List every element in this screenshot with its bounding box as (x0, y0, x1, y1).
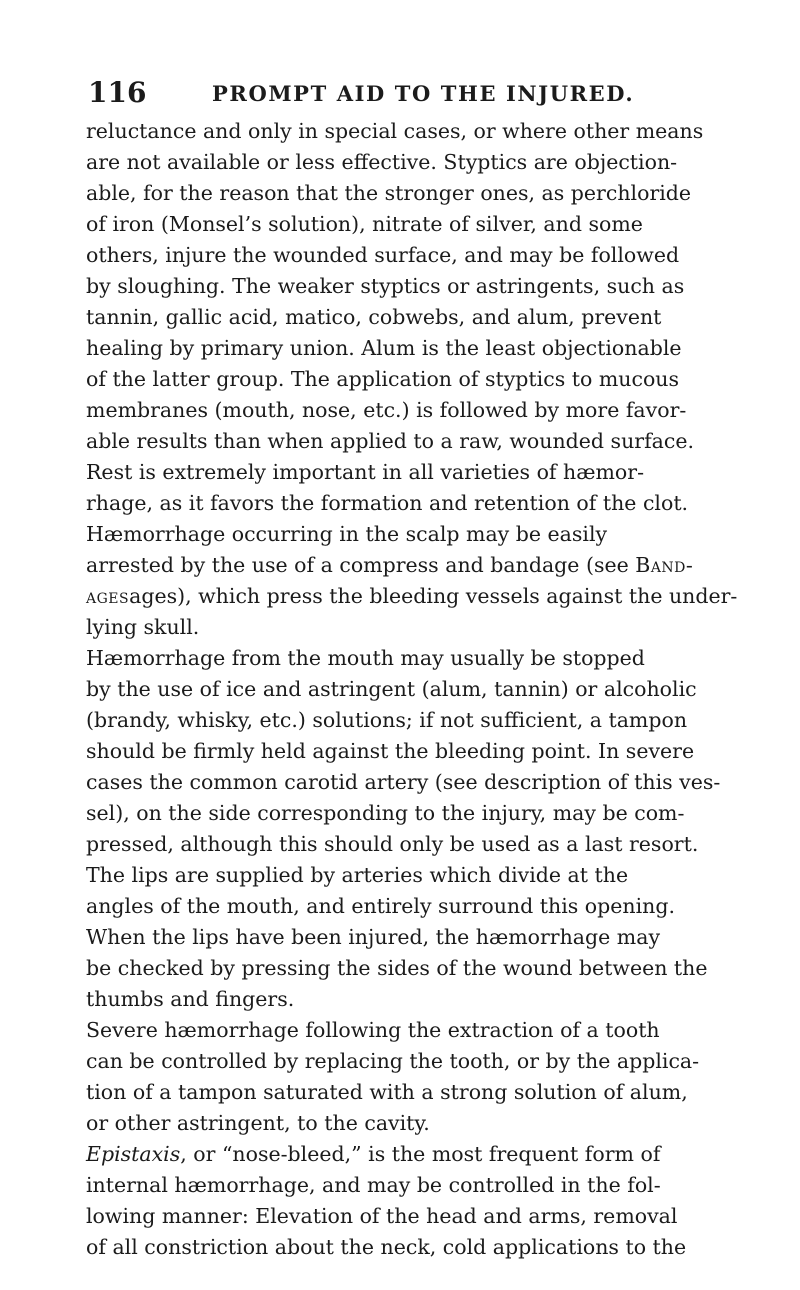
text-line: healing by primary union. Alum is the least objectionable (86, 336, 682, 360)
page-number: 116 (88, 76, 147, 109)
text-line (86, 581, 786, 612)
text-line: or other astringent, to the cavity. (86, 1111, 430, 1135)
italic-term: Epistaxis (86, 1142, 181, 1166)
text-line: internal hæmorrhage, and may be controlled in the fol- (86, 1173, 661, 1197)
text-line: Severe hæmorrhage following the extraction of a tooth (86, 1018, 660, 1042)
page-header (88, 78, 788, 108)
body-text (86, 116, 786, 1263)
running-head: PROMPT AID TO THE INJURED. (212, 81, 635, 106)
text-line: able results than when applied to a raw, wounded surface. (86, 429, 695, 453)
text-line: can be controlled by replacing the tooth, or by the applica- (86, 1049, 700, 1073)
text-line: by the use of ice and astringent (alum, tannin) or alcoholic (86, 677, 697, 701)
text-line: of all constriction about the neck, cold applications to the (86, 1235, 687, 1259)
text-line: lying skull. (86, 615, 200, 639)
text-line: pressed, although this should only be used as a last resort. (86, 832, 699, 856)
text-line: (brandy, whisky, etc.) solutions; if not sufficient, a tampon (86, 708, 688, 732)
text-fragment: , or “nose-bleed,” is the most frequent form of (180, 1142, 661, 1166)
text-line: cases the common carotid artery (see description of this ves- (86, 770, 721, 794)
text-line: tannin, gallic acid, matico, cobwebs, and alum, prevent (86, 305, 662, 329)
text-line: of iron (Monsel’s solution), nitrate of silver, and some (86, 212, 643, 236)
text-line: able, for the reason that the stronger ones, as perchloride (86, 181, 692, 205)
small-caps-reference: Band- (635, 553, 694, 577)
text-line: lowing manner: Elevation of the head and arms, removal (86, 1204, 678, 1228)
text-line (86, 550, 786, 581)
text-line: thumbs and fingers. (86, 987, 295, 1011)
text-line: others, injure the wounded surface, and may be followed (86, 243, 680, 267)
text-line: are not available or less effective. Styptics are objection- (86, 150, 678, 174)
text-line: Hæmorrhage from the mouth may usually be stopped (86, 646, 645, 670)
text-line: rhage, as it favors the formation and retention of the clot. (86, 491, 689, 515)
text-fragment: ages), which press the bleeding vessels against the under- (129, 584, 738, 608)
text-line: should be firmly held against the bleeding point. In severe (86, 739, 695, 763)
text-line: angles of the mouth, and entirely surround this opening. (86, 894, 675, 918)
text-line: be checked by pressing the sides of the wound between the (86, 956, 708, 980)
text-line: Hæmorrhage occurring in the scalp may be easily (86, 522, 608, 546)
text-line: tion of a tampon saturated with a strong solution of alum, (86, 1080, 688, 1104)
text-line: membranes (mouth, nose, etc.) is followed by more favor- (86, 398, 687, 422)
text-line: by sloughing. The weaker styptics or astringents, such as (86, 274, 685, 298)
text-fragment: arrested by the use of a compress and bandage (see (86, 553, 636, 577)
text-line: of the latter group. The application of styptics to mucous (86, 367, 680, 391)
text-line: reluctance and only in special cases, or where other means (86, 119, 704, 143)
text-line (86, 1139, 786, 1170)
text-line: When the lips have been injured, the hæmorrhage may (86, 925, 661, 949)
text-line: Rest is extremely important in all varieties of hæmor- (86, 460, 645, 484)
small-caps-reference: ages (86, 584, 130, 608)
text-line: sel), on the side corresponding to the injury, may be com- (86, 801, 685, 825)
text-line: The lips are supplied by arteries which divide at the (86, 863, 629, 887)
